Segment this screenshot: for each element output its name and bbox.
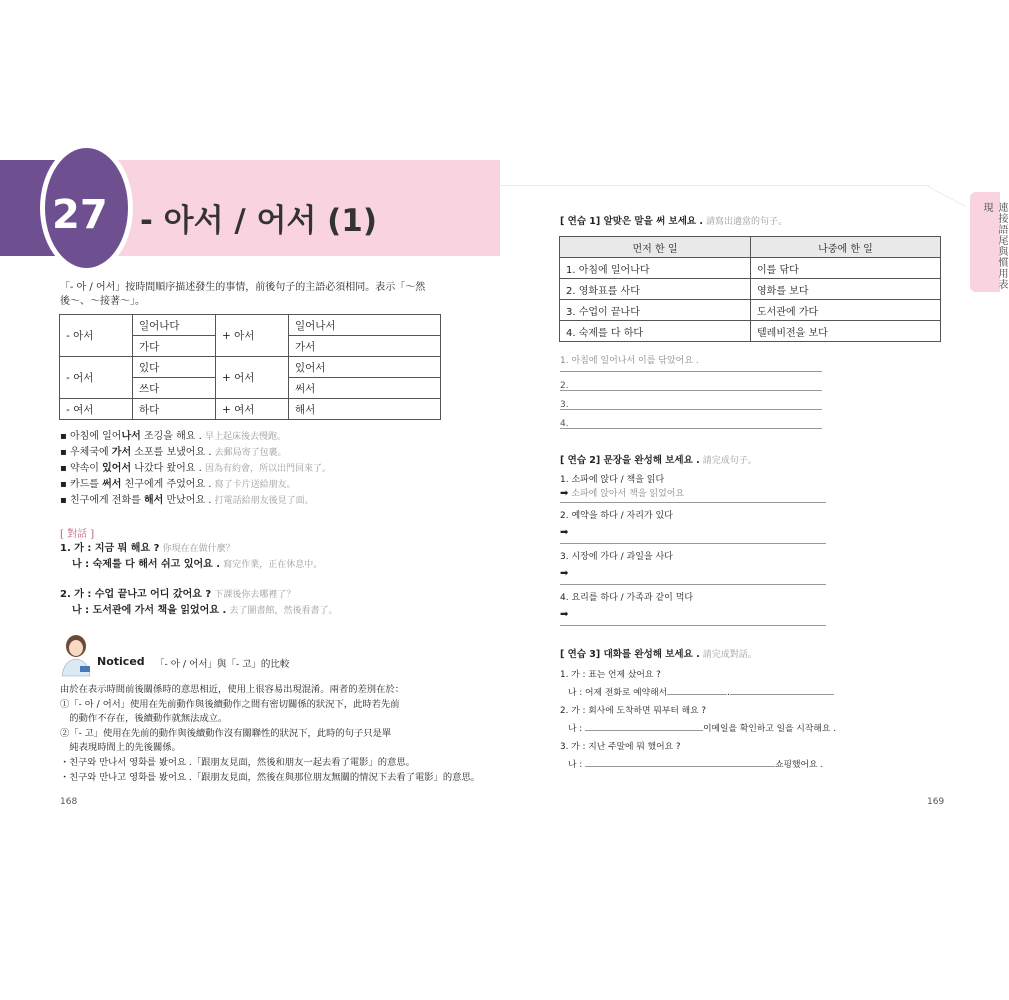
dialog-heading: [ 對話 ] bbox=[60, 529, 95, 540]
practice2-prompt: 3. 시장에 가다 / 과일을 사다 bbox=[560, 552, 673, 562]
dialog-section bbox=[60, 541, 480, 619]
practice3-question: 1. 가 : 표는 언제 샀어요 ? bbox=[560, 670, 661, 680]
practice1-cell: 도서관에 가다 bbox=[751, 300, 941, 321]
table-cell-verb: 일어나다 bbox=[133, 315, 216, 336]
practice3-question: 3. 가 : 지난 주말에 뭐 했어요 ? bbox=[560, 742, 681, 752]
practice1-cell: 3. 수업이 끝나다 bbox=[560, 300, 751, 321]
page-number-right: 169 bbox=[927, 797, 945, 807]
table-cell-verb: 가다 bbox=[133, 336, 216, 357]
intro-line-1: 「- 아 / 어서」按時間順序描述發生的事情，前後句子的主語必須相同。表示「～然 bbox=[60, 282, 426, 293]
practice2-heading: [ 연습 2] 문장을 완성해 보세요 . 請完成句子。 bbox=[560, 455, 757, 466]
practice2-prompt: 1. 소파에 앉다 / 책을 읽다 bbox=[560, 475, 665, 485]
practice2-prompt: 2. 예약을 하다 / 자리가 있다 bbox=[560, 511, 673, 521]
practice1-cell: 2. 영화표를 사다 bbox=[560, 279, 751, 300]
noticed-body bbox=[60, 683, 490, 785]
blank-line[interactable] bbox=[585, 721, 703, 731]
section-side-tab bbox=[970, 192, 1007, 292]
teacher-illustration-icon bbox=[56, 632, 96, 676]
practice1-col-header: 나중에 한 일 bbox=[751, 237, 941, 258]
table-cell-verb: 쓰다 bbox=[133, 378, 216, 399]
practice1-cell: 텔레비전을 보다 bbox=[751, 321, 941, 342]
table-cell-op: + 아서 bbox=[216, 315, 289, 357]
practice1-cell: 이를 닦다 bbox=[751, 258, 941, 279]
practice1-table bbox=[559, 236, 941, 342]
answer-line[interactable]: 3. bbox=[560, 391, 822, 410]
practice1-cell: 영화를 보다 bbox=[751, 279, 941, 300]
practice3-answer: 나 : 이메일을 확인하고 일을 시작해요 . bbox=[560, 721, 840, 739]
practice1-cell: 4. 숙제를 다 하다 bbox=[560, 321, 751, 342]
noticed-line: 的動作不存在，後續動作就無法成立。 bbox=[60, 713, 228, 725]
arrow-icon: ➡ bbox=[560, 488, 569, 499]
conjugation-table bbox=[59, 314, 441, 420]
table-cell-verb: 있다 bbox=[133, 357, 216, 378]
header-rule-diagonal bbox=[928, 186, 967, 208]
example-item: ▪ 친구에게 전화를 해서 만났어요 . 打電話給朋友後見了面。 bbox=[60, 495, 314, 506]
practice2-answer-line[interactable]: ➡ 소파에 앉아서 책을 읽었어요 bbox=[560, 486, 826, 503]
blank-line[interactable] bbox=[667, 685, 727, 695]
blank-line[interactable] bbox=[585, 757, 775, 767]
practice3-heading: [ 연습 3] 대화를 완성해 보세요 . 請完成對話。 bbox=[560, 649, 757, 660]
table-cell-ending: - 아서 bbox=[60, 315, 133, 357]
practice1-heading: [ 연습 1] 알맞은 말을 써 보세요 . 請寫出適當的句子。 bbox=[560, 216, 788, 227]
noticed-line: ・친구와 만나고 영화를 봤어요 .「跟朋友見面，然後在與那位朋友無關的情況下去看了電影」的意思。 bbox=[60, 771, 481, 783]
answer-line[interactable]: 2. bbox=[560, 372, 822, 391]
practice2-prompt: 4. 요리를 하다 / 가족과 같이 먹다 bbox=[560, 593, 694, 603]
practice3-answer: 나 : 쇼핑했어요 . bbox=[560, 757, 840, 775]
dialog-question: 2. 가 : 수업 끝나고 어디 갔어요 ? 下課後你去哪裡了？ bbox=[60, 589, 296, 600]
practice3-question: 2. 가 : 회사에 도착하면 뭐부터 해요 ? bbox=[560, 706, 707, 716]
table-cell-result: 있어서 bbox=[289, 357, 441, 378]
answer-line[interactable]: 1. 아침에 일어나서 이를 닦았어요 . bbox=[560, 353, 822, 372]
arrow-icon: ➡ bbox=[560, 609, 569, 620]
arrow-icon: ➡ bbox=[560, 568, 569, 579]
chapter-number: 27 bbox=[52, 192, 108, 238]
practice3-answer: 나 : 어제 전화로 예약해서 . bbox=[560, 685, 840, 703]
table-cell-op: + 어서 bbox=[216, 357, 289, 399]
noticed-line: ・친구와 만나서 영화를 봤어요 .「跟朋友見面，然後和朋友一起去看了電影」的意思。 bbox=[60, 756, 415, 768]
table-cell-ending: - 여서 bbox=[60, 399, 133, 420]
practice1-col-header: 먼저 한 일 bbox=[560, 237, 751, 258]
dialog-question: 1. 가 : 지금 뭐 해요 ? 你現在在做什麼？ bbox=[60, 543, 235, 554]
answer-line[interactable]: 4. bbox=[560, 410, 822, 429]
example-item: ▪ 우체국에 가서 소포를 보냈어요 . 去郵局寄了包裹。 bbox=[60, 447, 287, 458]
blank-line[interactable] bbox=[730, 685, 834, 695]
practice2-answer-line[interactable] bbox=[560, 568, 826, 585]
table-cell-result: 일어나서 bbox=[289, 315, 441, 336]
table-cell-result: 써서 bbox=[289, 378, 441, 399]
table-cell-ending: - 어서 bbox=[60, 357, 133, 399]
chapter-title: - 아서 / 어서 (1) bbox=[140, 203, 378, 239]
example-list bbox=[60, 429, 480, 509]
dialog-answer: 나 : 도서관에 가서 책을 읽었어요 . 去了圖書館，然後看書了。 bbox=[72, 605, 338, 616]
dialog-answer: 나 : 숙제를 다 해서 쉬고 있어요 . 寫完作業，正在休息中。 bbox=[72, 559, 323, 570]
noticed-label: Noticed bbox=[97, 655, 145, 668]
noticed-subtitle: 「- 아 / 어서」與「- 고」的比較 bbox=[155, 659, 290, 670]
practice2-items bbox=[560, 472, 826, 626]
practice2-answer-line[interactable] bbox=[560, 527, 826, 544]
intro-text bbox=[60, 281, 470, 309]
noticed-line: ①「- 아 / 어서」使用在先前動作與後續動作之間有密切關係的狀況下，此時若先前 bbox=[60, 698, 400, 710]
side-tab-label: 連接語尾與慣用表現 bbox=[981, 202, 1007, 290]
table-cell-result: 해서 bbox=[289, 399, 441, 420]
practice2-answer-line[interactable] bbox=[560, 609, 826, 626]
noticed-line: 由於在表示時間前後關係時的意思相近，使用上很容易出現混淆。兩者的差別在於： bbox=[60, 684, 404, 695]
practice1-cell: 1. 아침에 일어나다 bbox=[560, 258, 751, 279]
example-item: ▪ 아침에 일어나서 조깅을 해요 . 早上起床後去慢跑。 bbox=[60, 431, 286, 442]
noticed-line: 純表現時間上的先後關係。 bbox=[60, 742, 181, 754]
noticed-line: ②「- 고」使用在先前的動作與後續動作沒有關聯性的狀況下，此時的句子只是單 bbox=[60, 727, 392, 739]
intro-line-2: 後～、～接著～」。 bbox=[60, 296, 145, 307]
example-item: ▪ 카드를 써서 친구에게 주었어요 . 寫了卡片送給朋友。 bbox=[60, 479, 296, 490]
table-cell-result: 가서 bbox=[289, 336, 441, 357]
page-number-left: 168 bbox=[60, 797, 78, 807]
example-item: ▪ 약속이 있어서 나갔다 왔어요 . 因為有約會，所以出門回來了。 bbox=[60, 463, 332, 474]
arrow-icon: ➡ bbox=[560, 527, 569, 538]
practice1-answers bbox=[560, 353, 822, 429]
practice3-items bbox=[560, 667, 840, 775]
table-cell-verb: 하다 bbox=[133, 399, 216, 420]
header-rule bbox=[500, 185, 930, 186]
table-cell-op: + 여서 bbox=[216, 399, 289, 420]
